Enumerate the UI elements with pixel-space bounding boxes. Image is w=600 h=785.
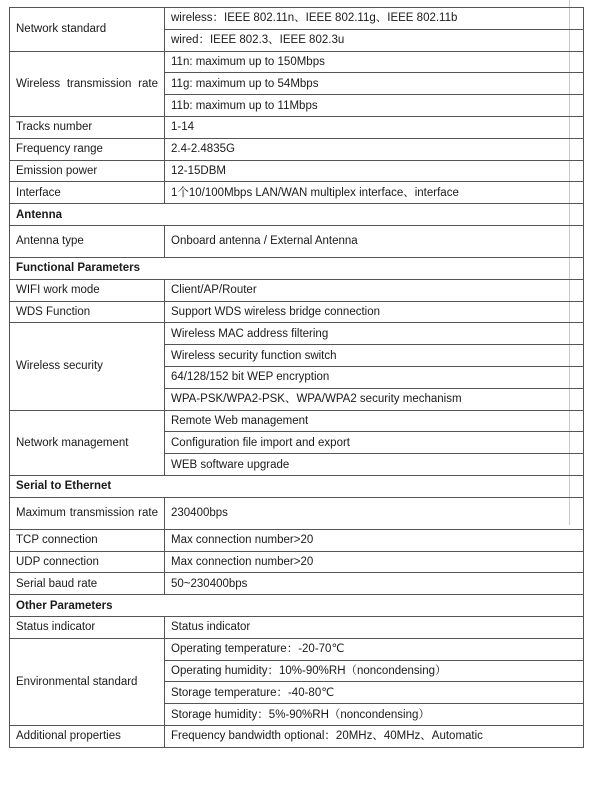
spec-label: Environmental standard [10,638,165,725]
spec-value: 50~230400bps [165,573,584,595]
spec-value: 11b: maximum up to 11Mbps [165,95,584,117]
spec-label: Wireless security [10,323,165,410]
spec-label [10,497,165,529]
spec-value: 2.4-2.4835G [165,138,584,160]
spec-value: Wireless MAC address filtering [165,323,584,345]
spec-row [10,160,584,182]
spec-row [10,51,584,73]
spec-value: WPA-PSK/WPA2-PSK、WPA/WPA2 security mechanism [165,388,584,410]
spec-label: Network management [10,410,165,475]
section-title: Functional Parameters [10,257,584,279]
section-title: Other Parameters [10,595,584,617]
spec-row [10,497,584,529]
spec-value: 230400bps [165,497,584,529]
spec-value: wired：IEEE 802.3、IEEE 802.3u [165,29,584,51]
spec-value: 11g: maximum up to 54Mbps [165,73,584,95]
spec-value: 64/128/152 bit WEP encryption [165,366,584,388]
spec-label: Additional properties [10,725,165,747]
spec-label: Status indicator [10,616,165,638]
spec-row [10,616,584,638]
spec-value: Storage humidity：5%-90%RH（noncondensing） [165,704,584,726]
spec-label-text: Wireless transmission rate [16,77,158,90]
spec-label: WIFI work mode [10,279,165,301]
section-header-row [10,204,584,226]
spec-value: Onboard antenna / External Antenna [165,225,584,257]
spec-value: Storage temperature：-40-80℃ [165,682,584,704]
spec-value: Status indicator [165,616,584,638]
spec-value: 11n: maximum up to 150Mbps [165,51,584,73]
spec-value: 1-14 [165,116,584,138]
spec-row [10,529,584,551]
spec-value: Remote Web management [165,410,584,432]
spec-label: Emission power [10,160,165,182]
spec-row [10,116,584,138]
spec-label: Tracks number [10,116,165,138]
spec-value: Operating humidity：10%-90%RH（noncondensing） [165,660,584,682]
spec-row [10,182,584,204]
spec-label: TCP connection [10,529,165,551]
spec-label: Frequency range [10,138,165,160]
spec-row [10,725,584,747]
section-header-row [10,475,584,497]
section-header-row [10,595,584,617]
spec-row [10,301,584,323]
spec-value: Support WDS wireless bridge connection [165,301,584,323]
spec-table-body [10,8,584,748]
spec-label: UDP connection [10,551,165,573]
spec-row [10,225,584,257]
spec-label: Serial baud rate [10,573,165,595]
spec-label: WDS Function [10,301,165,323]
spec-value: Client/AP/Router [165,279,584,301]
spec-value: 12-15DBM [165,160,584,182]
section-title: Antenna [10,204,584,226]
spec-value: 1个10/100Mbps LAN/WAN multiplex interface、interface [165,182,584,204]
spec-row [10,279,584,301]
spec-row [10,8,584,30]
section-title: Serial to Ethernet [10,475,584,497]
spec-value: WEB software upgrade [165,454,584,476]
spec-row [10,410,584,432]
spec-row [10,638,584,660]
spec-row [10,138,584,160]
spec-value: Configuration file import and export [165,432,584,454]
spec-label: Interface [10,182,165,204]
spec-row [10,323,584,345]
spec-label: Network standard [10,8,165,52]
spec-value: Max connection number>20 [165,529,584,551]
spec-value: Max connection number>20 [165,551,584,573]
spec-value: Wireless security function switch [165,345,584,367]
spec-row [10,551,584,573]
section-header-row [10,257,584,279]
spec-label [10,51,165,116]
spec-label: Antenna type [10,225,165,257]
spec-row [10,573,584,595]
spec-value: Frequency bandwidth optional：20MHz、40MHz、Automatic [165,725,584,747]
spec-value: wireless：IEEE 802.11n、IEEE 802.11g、IEEE 802.11b [165,8,584,30]
spec-table [9,7,584,748]
spec-value: Operating temperature：-20-70℃ [165,638,584,660]
spec-label-text: Maximum transmission rate [16,507,158,520]
